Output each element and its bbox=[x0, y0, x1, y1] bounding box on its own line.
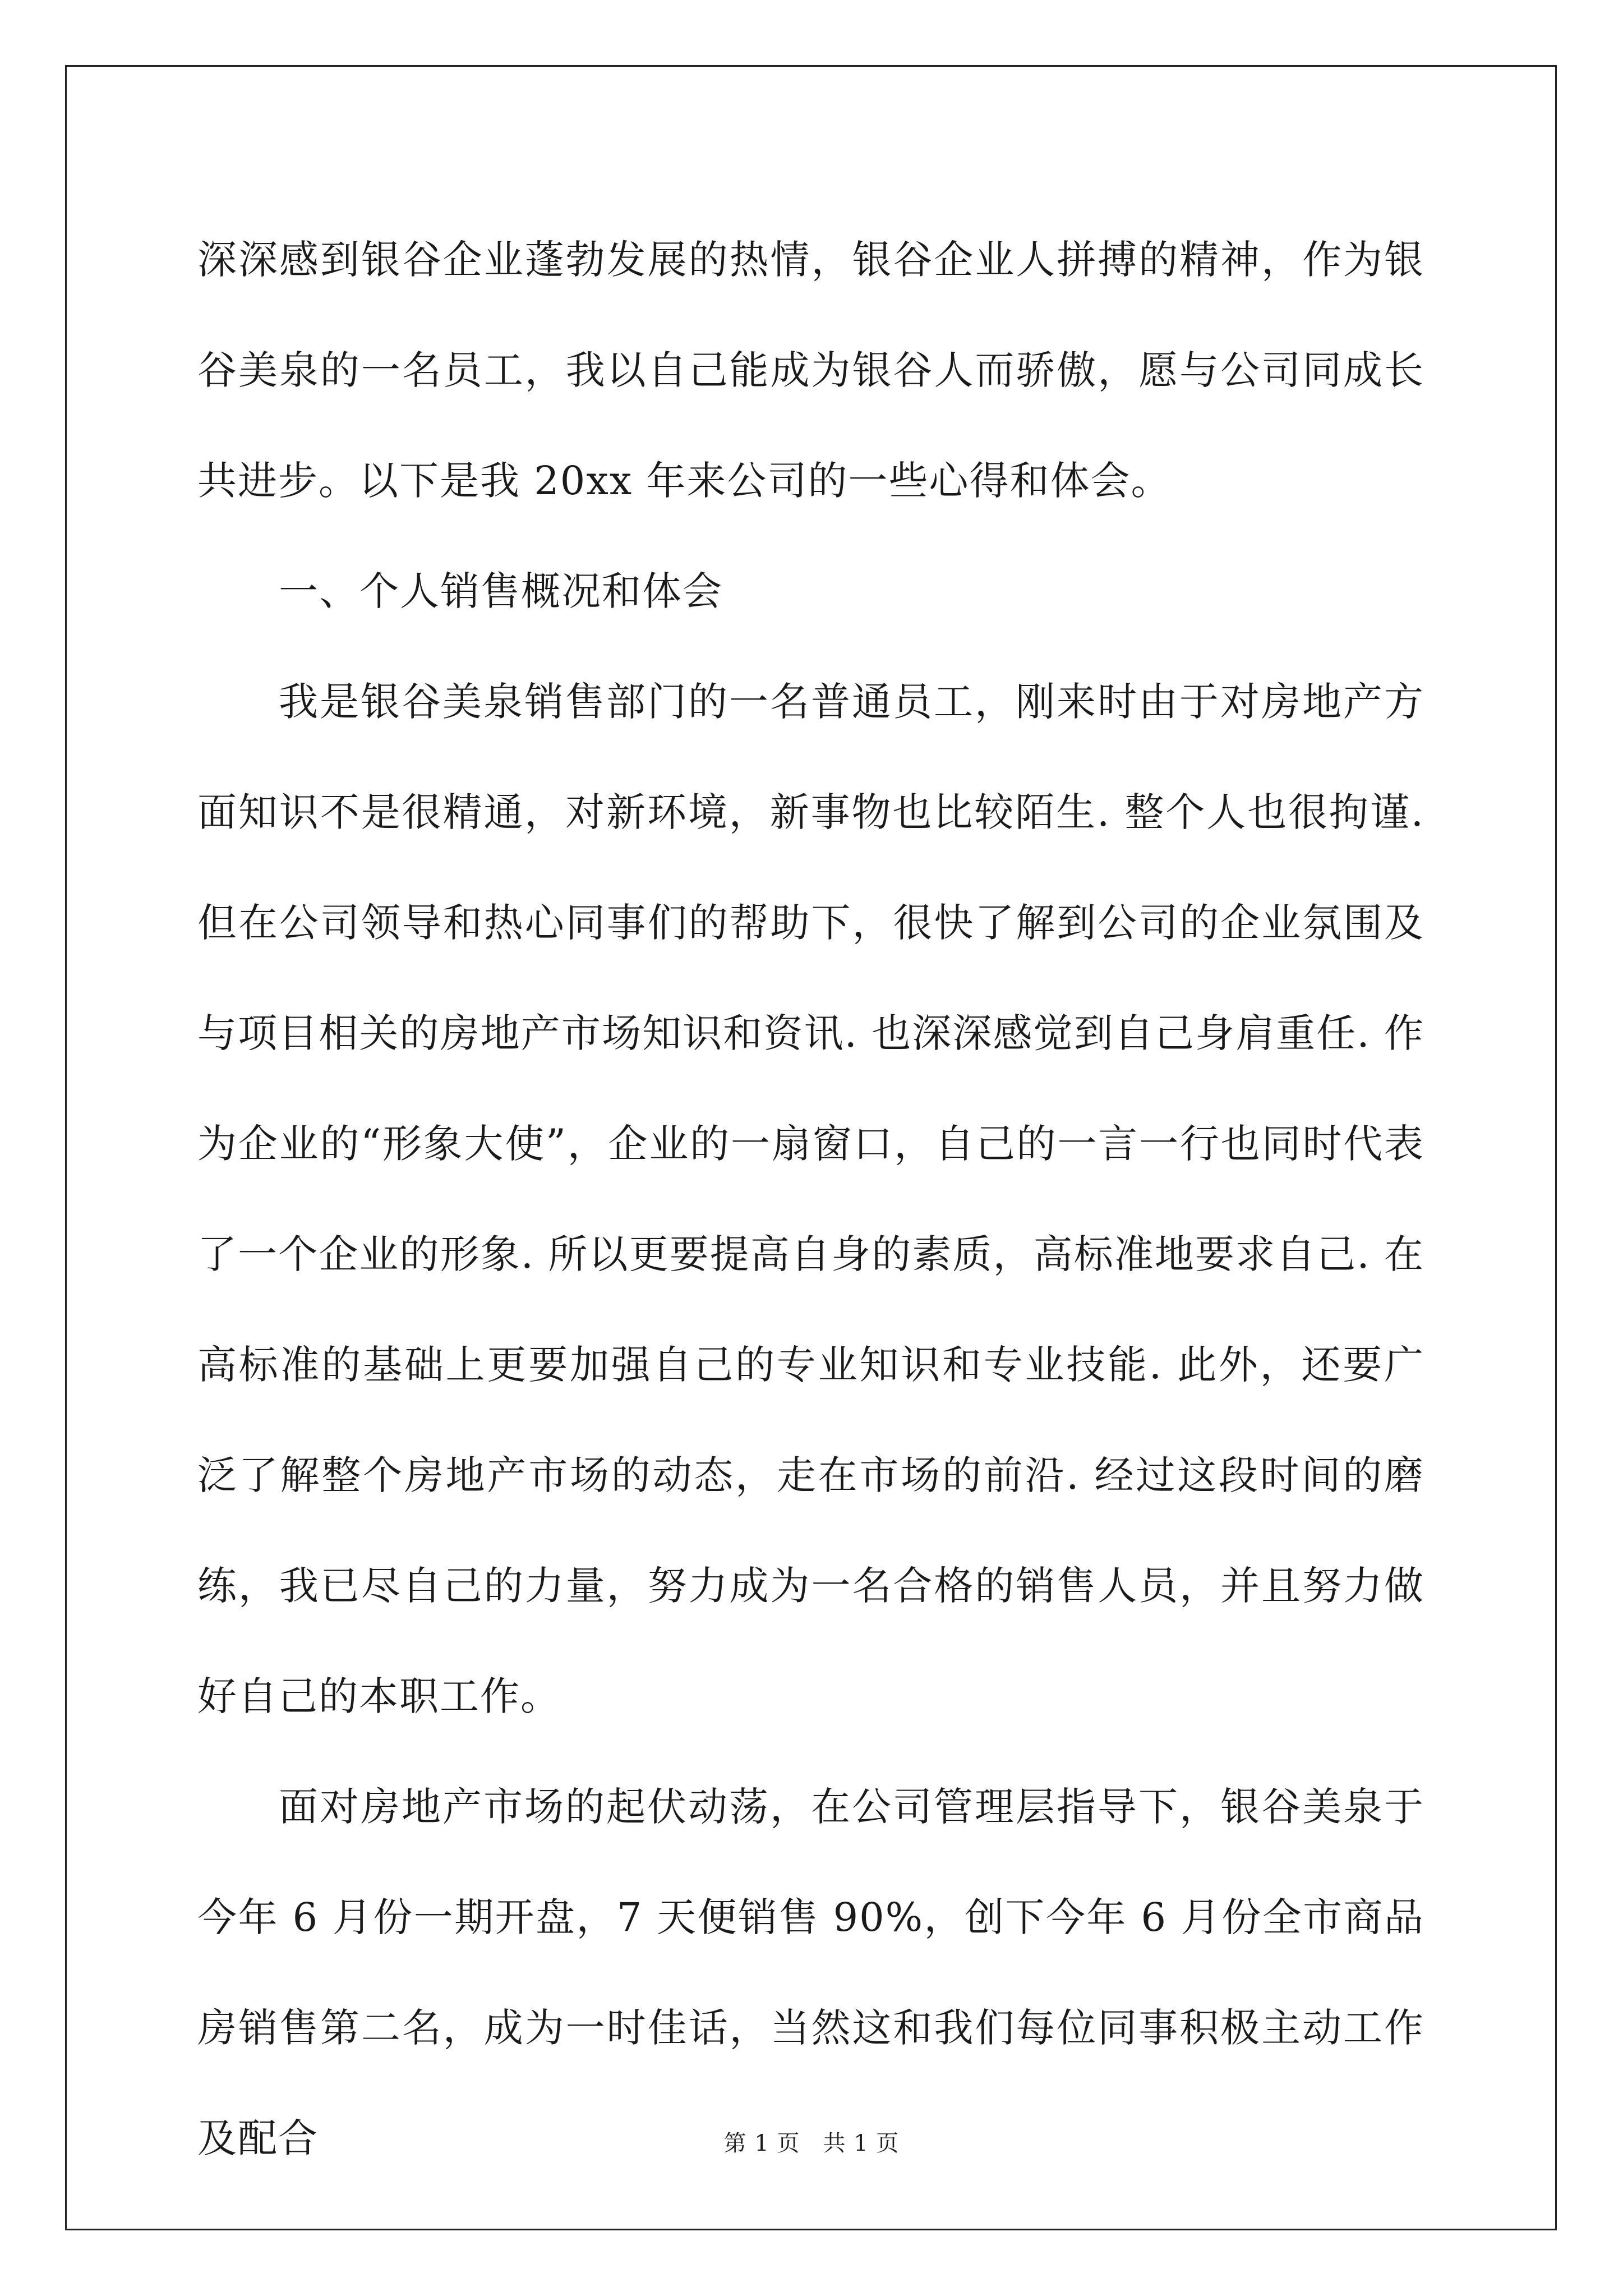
page-number: 第 1 页 共 1 页 bbox=[723, 2131, 900, 2156]
page-footer bbox=[0, 2129, 1623, 2157]
body-paragraph-2: 面对房地产市场的起伏动荡，在公司管理层指导下，银谷美泉于今年 6 月份一期开盘，7 天便销售 90%，创下今年 6 月份全市商品房销售第二名，成为一时佳话，当然这和我们每位同事积极主动工作及配合 bbox=[197, 1784, 1424, 2161]
document-body bbox=[197, 205, 1424, 2194]
section-heading: 一、个人销售概况和体会 bbox=[279, 568, 723, 614]
intro-paragraph: 深深感到银谷企业蓬勃发展的热情，银谷企业人拼搏的精神，作为银谷美泉的一名员工，我以自己能成为银谷人而骄傲，愿与公司同成长共进步。以下是我 20xx 年来公司的一些心得和体会。 bbox=[197, 237, 1424, 504]
body-paragraph-1: 我是银谷美泉销售部门的一名普通员工，刚来时由于对房地产方面知识不是很精通，对新环境，新事物也比较陌生. 整个人也很拘谨. 但在公司领导和热心同事们的帮助下，很快了解到公司的企业氛围及与项目相关的房地产市场知识和资讯. 也深深感觉到自己身肩重任. 作为企业的“形象大使”，企业的一扇窗口，自己的一言一行也同时代表了一个企业的形象. 所以更要提高自身的素质，高标准地要求自己. 在高标准的基础上更要加强自己的专业知识和专业技能. 此外，还要广泛了解整个房地产市场的动态，走在市场的前沿. 经过这段时间的磨练，我已尽自己的力量，努力成为一名合格的销售人员，并且努力做好自己的本职工作。 bbox=[197, 679, 1425, 1719]
